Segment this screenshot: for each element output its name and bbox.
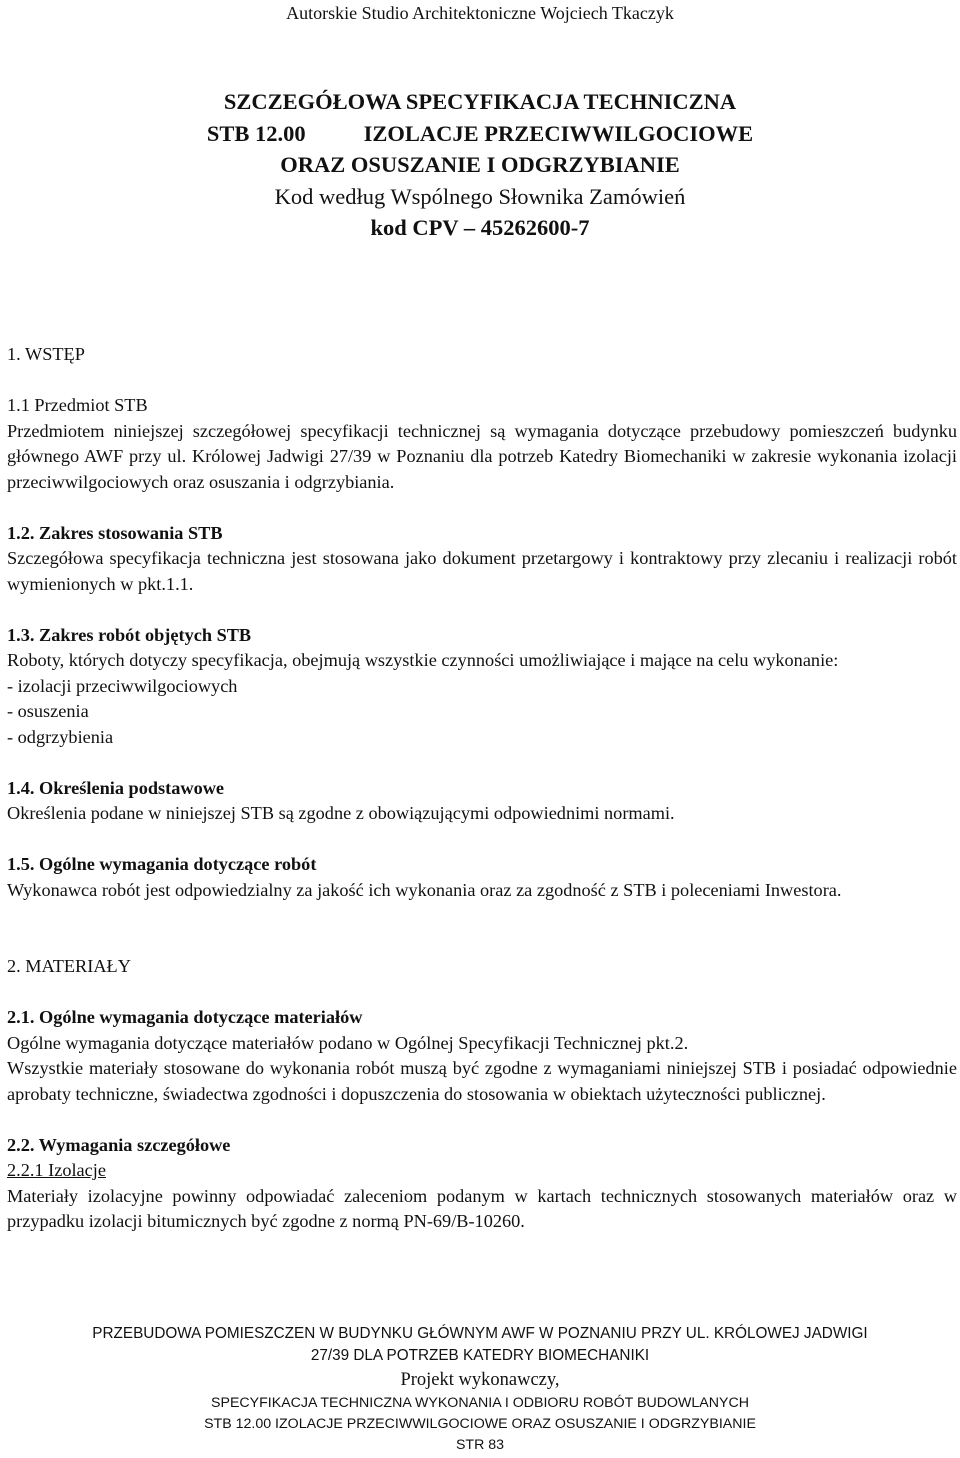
section-1-2-heading: 1.2. Zakres stosowania STB xyxy=(7,522,223,543)
section-2-heading: 2. MATERIAŁY xyxy=(7,956,131,976)
title-line-2 xyxy=(0,118,960,150)
list-item: - odgrzybienia xyxy=(7,726,114,747)
section-1-4-heading: 1.4. Określenia podstawowe xyxy=(7,777,225,798)
footer-page-number: STR 83 xyxy=(455,1437,505,1453)
section-1-heading: 1. WSTĘP xyxy=(7,344,85,364)
section-1-5-text: Wykonawca robót jest odpowiedzialny za jakość ich wykonania oraz za zgodność z STB i poleceniami Inwestora. xyxy=(7,879,842,900)
section-1-2-text: Szczegółowa specyfikacja techniczna jest stosowana jako dokument przetargowy i kontraktowy przy zlecaniu i realizacji robót wymienionych w pkt.1.1. xyxy=(7,548,957,594)
page-footer xyxy=(0,1323,960,1456)
section-2-1-heading: 2.1. Ogólne wymagania dotyczące materiałów xyxy=(7,1007,363,1027)
title-stb-name: IZOLACJE PRZECIWWILGOCIOWE xyxy=(363,120,754,146)
section-2-2-1-heading: 2.2.1 Izolacje xyxy=(7,1160,106,1180)
section-1-3-text: Roboty, których dotyczy specyfikacja, obejmują wszystkie czynności umożliwiające i mające na celu wykonanie: xyxy=(7,650,839,670)
document-title-block xyxy=(0,86,960,244)
section-2-1-text-2: Wszystkie materiały stosowane do wykonania robót muszą być zgodne z wymaganiami niniejszej STB i posiadać odpowiednie aprobaty techniczne, świadectwa zgodności i dopuszczenia do stosowania w obiektach użyteczności publicznej. xyxy=(7,1058,957,1104)
title-stb-number: STB 12.00 xyxy=(206,120,306,146)
list-item: - izolacji przeciwwilgociowych xyxy=(7,675,238,696)
section-1-1-text: Przedmiotem niniejszej szczegółowej specyfikacji technicznej są wymagania dotyczące przebudowy pomieszczeń budynku głównego AWF przy ul. Królowej Jadwigi 27/39 w Poznaniu dla potrzeb Katedry Biomechaniki w zakresie wykonania izolacji przeciwwilgociowych oraz osuszania i odgrzybiania. xyxy=(7,420,957,492)
section-2-1-text-1: Ogólne wymagania dotyczące materiałów podano w Ogólnej Specyfikacji Technicznej pkt.2. xyxy=(7,1032,689,1053)
title-line-3: ORAZ OSUSZANIE I ODGRZYBIANIE xyxy=(280,152,680,177)
section-1-3-heading: 1.3. Zakres robót objętych STB xyxy=(7,624,252,645)
title-cpv-caption: Kod według Wspólnego Słownika Zamówień xyxy=(274,183,686,209)
title-cpv-code: kod CPV – 45262600-7 xyxy=(370,215,590,240)
section-1-1-heading: 1.1 Przedmiot STB xyxy=(7,395,148,415)
title-line-1: SZCZEGÓŁOWA SPECYFIKACJA TECHNICZNA xyxy=(223,89,737,114)
page-header-studio: Autorskie Studio Architektoniczne Wojciech Tkaczyk xyxy=(286,3,674,23)
footer-project-type: Projekt wykonawczy, xyxy=(400,1370,560,1390)
section-2-2-1-text: Materiały izolacyjne powinny odpowiadać zaleceniom podanym w kartach technicznych stosowanych materiałów oraz w przypadku izolacji bitumicznych być zgodne z normą PN-69/B-10260. xyxy=(7,1185,957,1231)
footer-spec-title: SPECYFIKACJA TECHNICZNA WYKONANIA I ODBIORU ROBÓT BUDOWLANYCH xyxy=(211,1395,749,1411)
section-1-4-text: Określenia podane w niniejszej STB są zgodne z obowiązującymi odpowiednimi normami. xyxy=(7,803,675,823)
footer-project-line-1: PRZEBUDOWA POMIESZCZEN W BUDYNKU GŁÓWNYM AWF W POZNANIU PRZY UL. KRÓLOWEJ JADWIGI xyxy=(92,1325,868,1342)
footer-stb-title: STB 12.00 IZOLACJE PRZECIWWILGOCIOWE ORAZ OSUSZANIE I ODGRZYBIANIE xyxy=(204,1416,756,1432)
section-2-2-heading: 2.2. Wymagania szczegółowe xyxy=(7,1134,231,1155)
list-item: - osuszenia xyxy=(7,701,89,721)
document-body xyxy=(7,342,957,1235)
section-1-5-heading: 1.5. Ogólne wymagania dotyczące robót xyxy=(7,854,317,874)
footer-project-line-2: 27/39 DLA POTRZEB KATEDRY BIOMECHANIKI xyxy=(310,1347,650,1364)
